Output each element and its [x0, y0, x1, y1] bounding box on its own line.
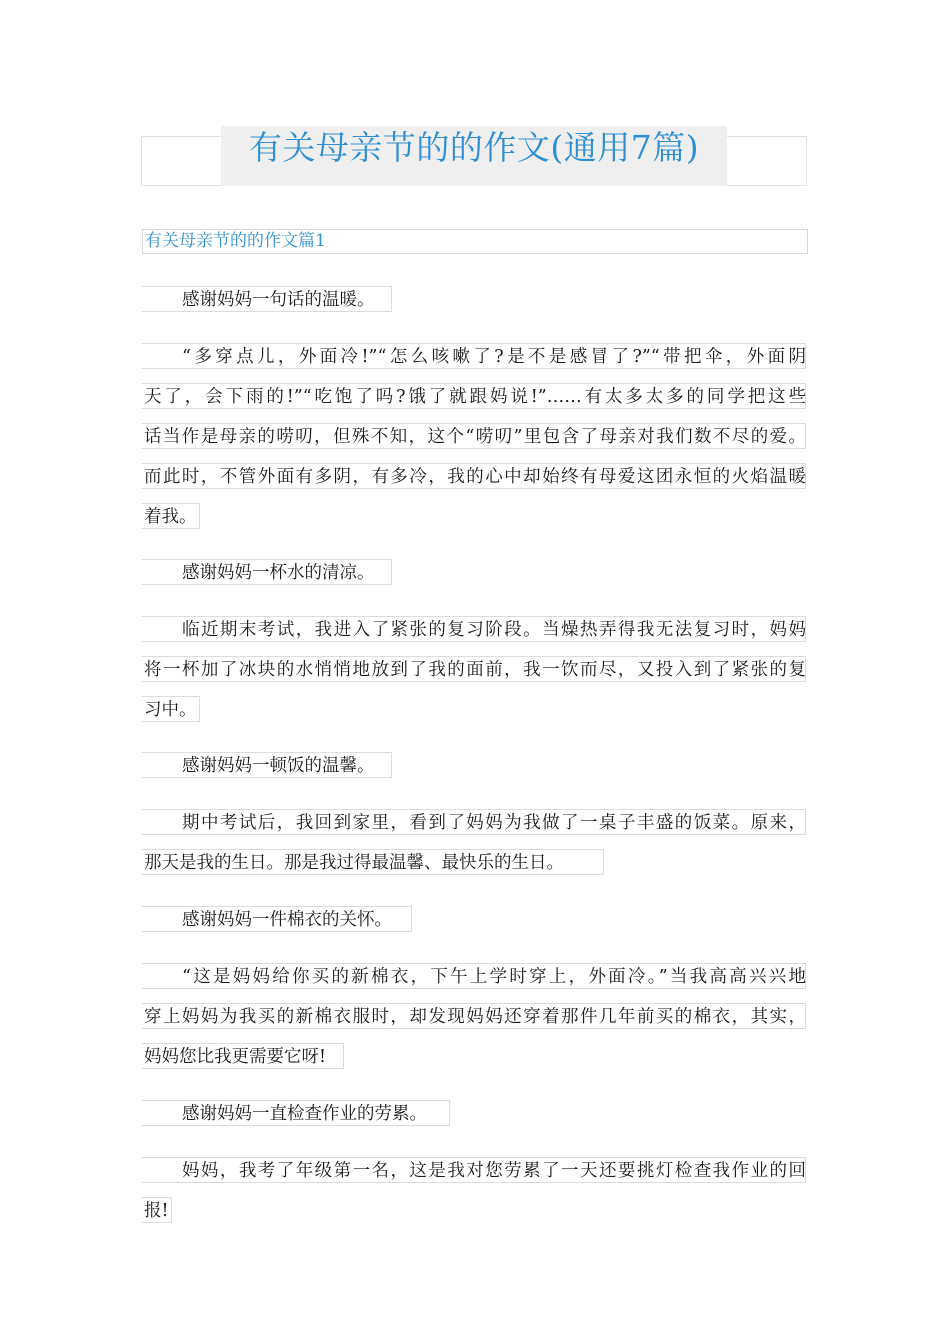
- text-line: [142, 280, 806, 320]
- text-line: [142, 1037, 806, 1077]
- paragraph: [142, 280, 806, 320]
- text-line: [142, 997, 806, 1037]
- paragraph: [142, 1151, 806, 1231]
- line-text: 将一杯加了冰块的水悄悄地放到了我的面前，我一饮而尽，又投入到了紧张的复: [144, 660, 806, 680]
- line-text: 穿上妈妈为我买的新棉衣服时，却发现妈妈还穿着那件几年前买的棉衣，其实，: [144, 1007, 806, 1027]
- text-line: [142, 803, 806, 843]
- text-line: [142, 843, 806, 883]
- text-line: [142, 610, 806, 650]
- paragraph: [142, 610, 806, 730]
- document-title: 有关母亲节的的作文(通用7篇): [248, 128, 700, 167]
- text-line: [142, 746, 806, 786]
- line-text: “这是妈妈给你买的新棉衣，下午上学时穿上，外面冷。”当我高高兴兴地: [182, 967, 806, 987]
- text-line: [142, 1094, 806, 1134]
- line-text: 习中。: [144, 700, 197, 720]
- text-line: [142, 1151, 806, 1191]
- paragraph: [142, 900, 806, 940]
- line-text: 而此时，不管外面有多阴，有多冷，我的心中却始终有母爱这团永恒的火焰温暖: [144, 467, 806, 487]
- line-text: 感谢妈妈一件棉衣的关怀。: [182, 910, 392, 930]
- text-line: [142, 553, 806, 593]
- line-text: 感谢妈妈一顿饭的温馨。: [182, 756, 375, 776]
- text-line: [142, 650, 806, 690]
- text-line: [142, 417, 806, 457]
- text-line: [142, 900, 806, 940]
- line-text: 天了，会下雨的!”“吃饱了吗?饿了就跟妈说!”……有太多太多的同学把这些: [144, 387, 806, 407]
- section-heading: 有关母亲节的的作文篇1: [142, 229, 808, 254]
- text-line: [142, 1191, 806, 1231]
- text-line: [142, 457, 806, 497]
- text-line: [142, 377, 806, 417]
- line-text: 感谢妈妈一直检查作业的劳累。: [182, 1104, 427, 1124]
- line-text: “多穿点儿，外面冷!”“怎么咳嗽了?是不是感冒了?”“带把伞，外面阴: [182, 347, 806, 367]
- paragraph: [142, 1094, 806, 1134]
- line-text: 那天是我的生日。那是我过得最温馨、最快乐的生日。: [144, 853, 564, 873]
- paragraph: [142, 746, 806, 786]
- line-text: 报!: [144, 1201, 169, 1221]
- line-text: 妈妈，我考了年级第一名，这是我对您劳累了一天还要挑灯检查我作业的回: [182, 1161, 806, 1181]
- line-text: 临近期末考试，我进入了紧张的复习阶段。当燥热弄得我无法复习时，妈妈: [182, 620, 806, 640]
- text-line: [142, 690, 806, 730]
- paragraph: [142, 957, 806, 1077]
- line-text: 期中考试后，我回到家里，看到了妈妈为我做了一桌子丰盛的饭菜。原来，: [182, 813, 806, 833]
- line-text: 着我。: [144, 507, 197, 527]
- text-line: [142, 337, 806, 377]
- line-text: 感谢妈妈一杯水的清凉。: [182, 563, 375, 583]
- text-line: [142, 497, 806, 537]
- line-text: 感谢妈妈一句话的温暖。: [182, 290, 375, 310]
- line-text: 妈妈您比我更需要它呀!: [144, 1047, 327, 1067]
- paragraph: [142, 337, 806, 537]
- paragraph: [142, 803, 806, 883]
- paragraph: [142, 553, 806, 593]
- text-line: [142, 957, 806, 997]
- line-text: 话当作是母亲的唠叨，但殊不知，这个“唠叨”里包含了母亲对我们数不尽的爱。: [144, 427, 806, 447]
